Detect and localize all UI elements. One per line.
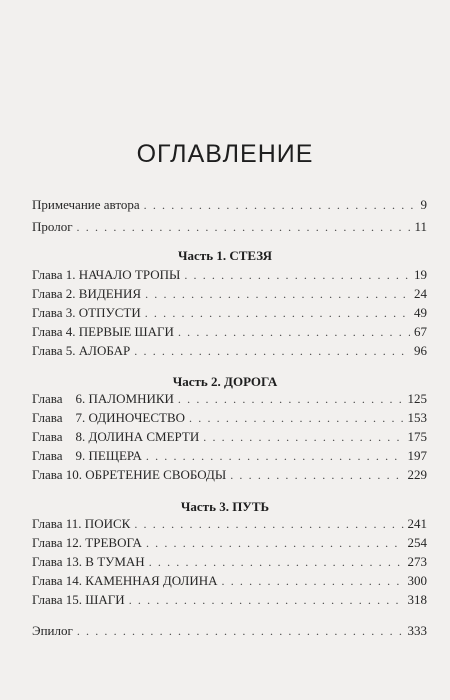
toc-entry-epilogue[interactable] — [32, 622, 427, 640]
toc-entry-page: 254 — [407, 535, 427, 550]
leader-dots — [203, 428, 403, 446]
leader-dots — [134, 342, 410, 360]
part-heading-1: Часть 1. СТЕЗЯ — [178, 248, 272, 263]
toc-entry-page: 273 — [407, 554, 427, 569]
toc-entry-prologue[interactable] — [32, 218, 427, 236]
toc-entry-label: Глава 1. НАЧАЛО ТРОПЫ — [32, 267, 181, 282]
leader-dots — [178, 390, 404, 408]
leader-dots — [146, 534, 404, 552]
toc-entry-chapter-5[interactable] — [32, 342, 427, 360]
part-heading-2: Часть 2. ДОРОГА — [172, 374, 278, 389]
leader-dots — [134, 515, 403, 533]
toc-entry-label: Пролог — [32, 219, 73, 234]
toc-entry-page: 197 — [407, 448, 427, 463]
leader-dots — [222, 572, 404, 590]
toc-entry-chapter-2[interactable] — [32, 285, 427, 303]
leader-dots — [145, 304, 410, 322]
toc-entry-label: Глава 5. АЛОБАР — [32, 343, 131, 358]
toc-entry-page: 96 — [414, 343, 427, 358]
toc-entry-page: 67 — [414, 324, 427, 339]
toc-entry-chapter-11[interactable] — [32, 515, 427, 533]
toc-entry-page: 318 — [407, 592, 427, 607]
toc-entry-label: Глава 15. ШАГИ — [32, 592, 125, 607]
toc-entry-page: 125 — [407, 391, 427, 406]
leader-dots — [146, 447, 404, 465]
toc-entry-label: Глава 3. ОТПУСТИ — [32, 305, 141, 320]
toc-entry-chapter-7[interactable] — [32, 409, 427, 427]
toc-entry-chapter-6[interactable] — [32, 390, 427, 408]
toc-entry-chapter-8[interactable] — [32, 428, 427, 446]
leader-dots — [129, 591, 404, 609]
toc-entry-page: 229 — [407, 467, 427, 482]
toc-entry-page: 175 — [407, 429, 427, 444]
toc-entry-label: Глава 4. ПЕРВЫЕ ШАГИ — [32, 324, 174, 339]
toc-entry-label: Эпилог — [32, 623, 73, 638]
toc-entry-page: 153 — [407, 410, 427, 425]
toc-entry-chapter-13[interactable] — [32, 553, 427, 571]
toc-entry-chapter-4[interactable] — [32, 323, 427, 341]
toc-entry-label: Глава 6. ПАЛОМНИКИ — [32, 391, 174, 406]
toc-entry-label: Глава 12. ТРЕВОГА — [32, 535, 142, 550]
toc-entry-label: Глава 8. ДОЛИНА СМЕРТИ — [32, 429, 200, 444]
toc-entry-chapter-12[interactable] — [32, 534, 427, 552]
toc-entry-page: 241 — [407, 516, 427, 531]
leader-dots — [178, 323, 410, 341]
toc-entry-page: 49 — [414, 305, 427, 320]
toc-entry-label: Глава 13. В ТУМАН — [32, 554, 145, 569]
toc-entry-page: 333 — [407, 623, 427, 638]
part-heading-3: Часть 3. ПУТЬ — [180, 499, 270, 514]
toc-entry-chapter-9[interactable] — [32, 447, 427, 465]
leader-dots — [149, 553, 404, 571]
toc-entry-label: Глава 2. ВИДЕНИЯ — [32, 286, 142, 301]
toc-entry-label: Глава 9. ПЕЩЕРА — [32, 448, 142, 463]
toc-entry-label: Примечание автора — [32, 197, 140, 212]
toc-entry-chapter-3[interactable] — [32, 304, 427, 322]
toc-entry-chapter-10[interactable] — [32, 466, 427, 484]
leader-dots — [77, 218, 411, 236]
toc-entry-page: 11 — [414, 219, 427, 234]
leader-dots — [230, 466, 403, 484]
toc-entry-page: 24 — [414, 286, 427, 301]
toc-entry-chapter-14[interactable] — [32, 572, 427, 590]
toc-entry-label: Глава 7. ОДИНОЧЕСТВО — [32, 410, 186, 425]
toc-entry-page: 300 — [407, 573, 427, 588]
leader-dots — [144, 196, 417, 214]
leader-dots — [189, 409, 403, 427]
toc-entry-chapter-15[interactable] — [32, 591, 427, 609]
page-title: ОГЛАВЛЕНИЕ — [136, 140, 314, 168]
toc-entry-label: Глава 11. ПОИСК — [32, 516, 131, 531]
toc-entry-label: Глава 10. ОБРЕТЕНИЕ СВОБОДЫ — [32, 467, 227, 482]
leader-dots — [77, 622, 404, 640]
toc-entry-chapter-1[interactable] — [32, 266, 427, 284]
leader-dots — [184, 266, 410, 284]
toc-entry-page: 19 — [414, 267, 427, 282]
toc-entry-label: Глава 14. КАМЕННАЯ ДОЛИНА — [32, 573, 218, 588]
toc-entry-page: 9 — [420, 197, 427, 212]
leader-dots — [145, 285, 410, 303]
toc-entry-authors-note[interactable] — [32, 196, 427, 214]
